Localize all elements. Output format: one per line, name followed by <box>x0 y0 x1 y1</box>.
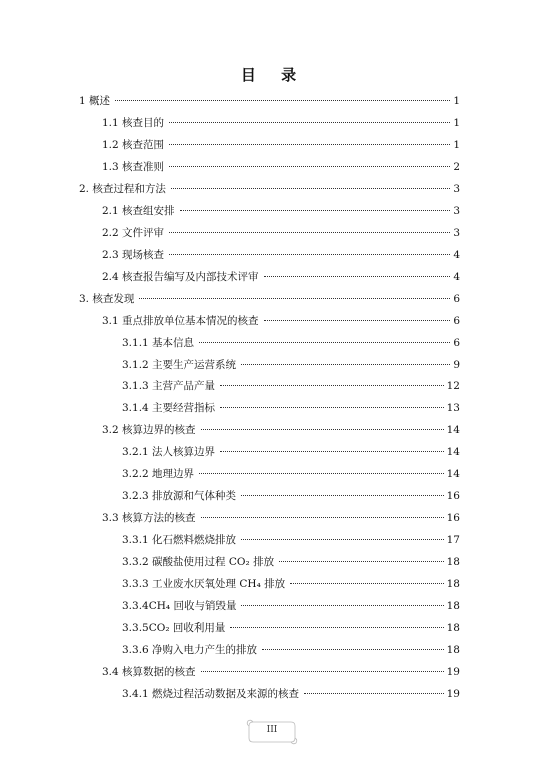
toc-entry-page: 14 <box>446 424 460 437</box>
toc-entry[interactable] <box>122 377 460 395</box>
dot-leader <box>230 627 443 628</box>
toc-entry[interactable] <box>122 575 460 593</box>
toc-entry-label: 3.1.3 主营产品产量 <box>122 380 216 393</box>
toc-entry-label: 3.1.4 主要经营指标 <box>122 402 216 415</box>
toc-entry[interactable] <box>102 202 460 220</box>
dot-leader <box>139 298 450 299</box>
toc-entry-page: 6 <box>453 314 460 327</box>
toc-entry-page: 18 <box>446 578 460 591</box>
toc-entry-label: 3.3.5CO₂ 回收利用量 <box>122 622 226 635</box>
dot-leader <box>262 649 444 650</box>
toc-entry-label: 1.3 核查准则 <box>102 160 165 173</box>
toc-entry-label: 2.1 核查组安排 <box>102 204 175 217</box>
toc-entry[interactable] <box>122 465 460 483</box>
dot-leader <box>201 671 444 672</box>
toc-entry-label: 3.2.2 地理边界 <box>122 468 195 481</box>
toc-entry-label: 3.2 核算边界的核查 <box>102 424 196 437</box>
toc-entry[interactable] <box>102 421 460 439</box>
toc-entry[interactable] <box>122 685 460 703</box>
toc-entry-page: 3 <box>453 182 460 195</box>
dot-leader <box>264 276 451 277</box>
toc-entry[interactable] <box>102 268 460 286</box>
dot-leader <box>279 561 444 562</box>
toc-entry-page: 14 <box>446 468 460 481</box>
toc-entry[interactable] <box>122 619 460 637</box>
toc-entry-label: 3.2.1 法人核算边界 <box>122 446 216 459</box>
toc-entry-label: 1.1 核查目的 <box>102 116 165 129</box>
toc-entry[interactable] <box>102 663 460 681</box>
dot-leader <box>169 232 450 233</box>
dot-leader <box>169 122 450 123</box>
toc-entry-label: 1 概述 <box>79 95 111 107</box>
dot-leader <box>304 693 444 694</box>
toc-entry-page: 4 <box>453 248 460 261</box>
toc-entry[interactable] <box>122 553 460 571</box>
toc-entry-label: 3.1 重点排放单位基本情况的核查 <box>102 314 259 327</box>
toc-entry[interactable] <box>79 92 460 110</box>
toc-entry[interactable] <box>122 597 460 615</box>
dot-leader <box>220 407 444 408</box>
toc-entry-page: 18 <box>446 600 460 613</box>
toc-entry[interactable] <box>102 246 460 264</box>
toc-entry-page: 16 <box>446 512 460 525</box>
toc-entry-page: 19 <box>446 687 460 700</box>
toc-entry-label: 3.2.3 排放源和气体种类 <box>122 490 237 503</box>
toc-entry[interactable] <box>79 290 460 308</box>
toc-entry-page: 4 <box>453 270 460 283</box>
toc-entry-page: 9 <box>453 358 460 371</box>
page-footer <box>245 718 299 746</box>
toc-entry-page: 13 <box>446 402 460 415</box>
toc-entry[interactable] <box>122 334 460 352</box>
toc-entry-label: 3. 核查发现 <box>79 292 135 305</box>
dot-leader <box>201 517 444 518</box>
toc-entry[interactable] <box>102 509 460 527</box>
dot-leader <box>241 495 444 496</box>
dot-leader <box>180 210 451 211</box>
dot-leader <box>115 100 450 101</box>
toc-entry[interactable] <box>102 312 460 330</box>
toc-entry[interactable] <box>122 399 460 417</box>
dot-leader <box>290 583 443 584</box>
toc-entry[interactable] <box>102 114 460 132</box>
toc-entry-page: 14 <box>446 446 460 459</box>
toc-entry[interactable] <box>79 180 460 198</box>
toc-entry[interactable] <box>102 158 460 176</box>
toc-entry-page: 3 <box>453 226 460 239</box>
toc-entry-label: 3.3 核算方法的核查 <box>102 512 196 525</box>
toc-entry-page: 19 <box>446 665 460 678</box>
dot-leader <box>220 451 444 452</box>
toc-entry-page: 2 <box>453 160 460 173</box>
toc-entry-label: 3.1.2 主要生产运营系统 <box>122 358 237 371</box>
toc-entry-label: 3.3.2 碳酸盐使用过程 CO₂ 排放 <box>122 556 275 569</box>
toc-entry-label: 3.3.6 净购入电力产生的排放 <box>122 644 258 656</box>
dot-leader <box>264 320 451 321</box>
toc-entry-page: 16 <box>446 490 460 503</box>
toc-entry-label: 2.2 文件评审 <box>102 226 165 239</box>
toc-entry-page: 17 <box>446 534 460 547</box>
toc-entry[interactable] <box>122 443 460 461</box>
toc-entry-label: 1.2 核查范围 <box>102 138 165 151</box>
toc-entry-page: 18 <box>446 644 460 656</box>
dot-leader <box>241 364 450 365</box>
toc-entry-page: 3 <box>453 204 460 217</box>
toc-entry-page: 1 <box>453 138 460 151</box>
page-number: III <box>266 725 278 735</box>
dot-leader <box>201 429 444 430</box>
dot-leader <box>169 166 450 167</box>
toc-entry-page: 18 <box>446 622 460 635</box>
dot-leader <box>241 605 443 606</box>
dot-leader <box>241 539 444 540</box>
toc-entry[interactable] <box>122 356 460 374</box>
toc-entry-label: 2. 核查过程和方法 <box>79 182 166 195</box>
toc-entry-label: 2.3 现场核查 <box>102 248 165 261</box>
dot-leader <box>220 385 444 386</box>
toc-entry-label: 3.3.4CH₄ 回收与销毁量 <box>122 600 237 613</box>
dot-leader <box>199 342 450 343</box>
toc-entry-label: 3.1.1 基本信息 <box>122 336 195 349</box>
toc-entry-label: 3.4 核算数据的核查 <box>102 665 196 678</box>
toc-entry[interactable] <box>102 136 460 154</box>
toc-entry-page: 12 <box>446 380 460 393</box>
dot-leader <box>199 473 444 474</box>
toc-entry-page: 18 <box>446 556 460 569</box>
toc-entry-label: 2.4 核查报告编写及内部技术评审 <box>102 270 259 283</box>
toc-entry[interactable] <box>102 224 460 242</box>
toc-entry-label: 3.3.3 工业废水厌氧处理 CH₄ 排放 <box>122 578 286 591</box>
toc-entry[interactable] <box>122 641 460 659</box>
toc-entry[interactable] <box>122 531 460 549</box>
dot-leader <box>171 188 450 189</box>
toc-entry-page: 6 <box>453 292 460 305</box>
toc-entry-page: 1 <box>453 116 460 129</box>
dot-leader <box>169 254 450 255</box>
toc-title: 目 录 <box>240 66 307 84</box>
toc-entry-label: 3.3.1 化石燃料燃烧排放 <box>122 534 237 547</box>
toc-entry-page: 1 <box>453 95 460 107</box>
toc-entry-page: 6 <box>453 336 460 349</box>
toc-entry-label: 3.4.1 燃烧过程活动数据及来源的核查 <box>122 687 300 700</box>
dot-leader <box>169 144 450 145</box>
toc-entry[interactable] <box>122 487 460 505</box>
